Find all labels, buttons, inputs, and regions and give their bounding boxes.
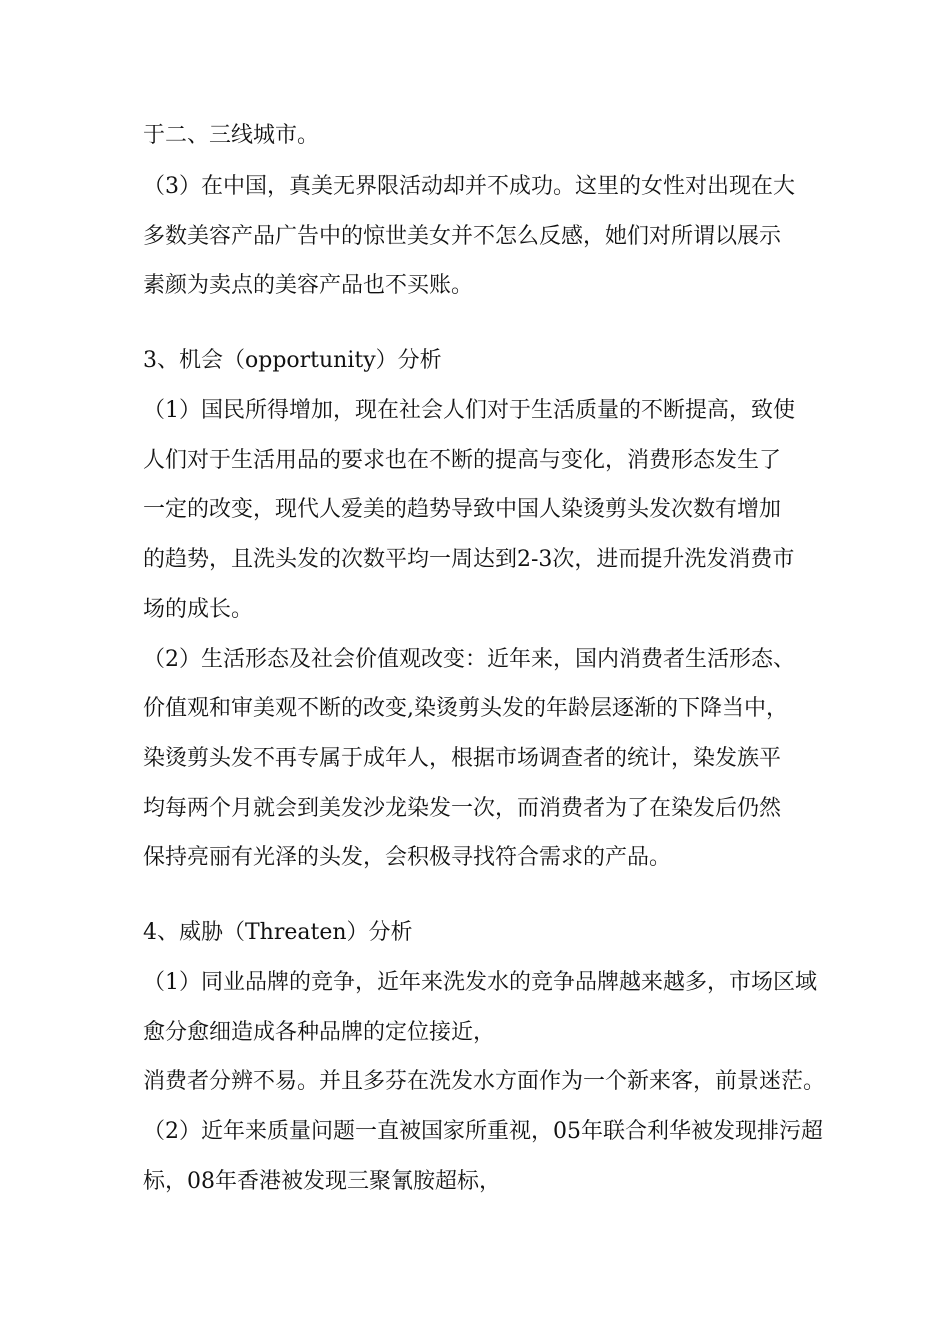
text-line: 愈分愈细造成各种品牌的定位接近， (143, 1020, 496, 1045)
text-line: 均每两个月就会到美发沙龙染发一次，而消费者为了在染发后仍然 (143, 796, 782, 821)
text-line: 一定的改变，现代人爱美的趋势导致中国人染烫剪头发次数有增加 (143, 497, 782, 522)
text-line: （2）生活形态及社会价值观改变：近年来，国内消费者生活形态、 (143, 647, 795, 672)
text-line: 染烫剪头发不再专属于成年人，根据市场调查者的统计，染发族平 (143, 746, 782, 771)
text-line: 多数美容产品广告中的惊世美女并不怎么反感，她们对所谓以展示 (143, 224, 782, 249)
text-line: 素颜为卖点的美容产品也不买账。 (143, 273, 474, 298)
text-line: （1）同业品牌的竞争，近年来洗发水的竞争品牌越来越多，市场区域 (143, 970, 817, 995)
text-line: （2）近年来质量问题一直被国家所重视，05年联合利华被发现排污超 (143, 1119, 823, 1144)
text-line: 人们对于生活用品的要求也在不断的提高与变化，消费形态发生了 (143, 448, 782, 473)
section-heading: 3、机会（opportunity）分析 (143, 348, 442, 373)
section-heading: 4、威胁（Threaten）分析 (143, 920, 413, 945)
text-line: 的趋势，且洗头发的次数平均一周达到2-3次，进而提升洗发消费市 (143, 547, 795, 572)
text-line: 价值观和审美观不断的改变,染烫剪头发的年龄层逐渐的下降当中， (143, 696, 788, 721)
text-line: （3）在中国，真美无界限活动却并不成功。这里的女性对出现在大 (143, 174, 795, 199)
text-line: 消费者分辨不易。并且多芬在洗发水方面作为一个新来客，前景迷茫。 (143, 1069, 826, 1094)
text-line: （1）国民所得增加，现在社会人们对于生活质量的不断提高，致使 (143, 398, 795, 423)
text-line: 标，08年香港被发现三聚氰胺超标， (143, 1169, 501, 1194)
text-line: 保持亮丽有光泽的头发，会积极寻找符合需求的产品。 (143, 845, 672, 870)
text-line: 场的成长。 (143, 597, 254, 622)
text-line: 于二、三线城市。 (143, 123, 320, 148)
